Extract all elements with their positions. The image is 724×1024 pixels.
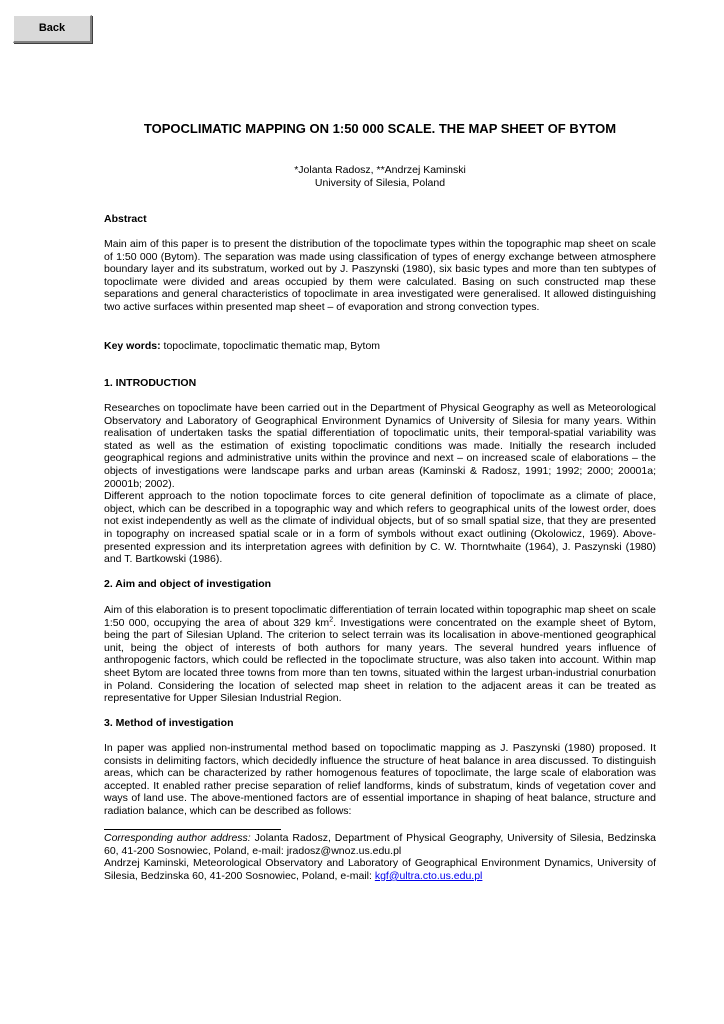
superscript-2: 2: [329, 616, 334, 624]
keywords-text: topoclimate, topoclimatic thematic map, Bytom: [160, 340, 381, 352]
footnote-corr-text: Jolanta Radosz, Department of Physical Geography, University of Silesia, Bedzinska 60, 41-200 Sosnowiec, Poland, e-mail: jradosz@wnoz.us.edu.pl: [104, 832, 656, 857]
footnote-corresponding: [104, 832, 656, 857]
footnote: [104, 829, 656, 882]
aim-text-part-2: . Investigations were concentrated on the example sheet of Bytom, being the part of Silesian Upland. The criterion to select terrain was its localisation in above-mentioned geographical unit, being the object of interests of both authors for many years. The several hundred years influence of anthropogenic factors, which could be reflected in the topoclimate structure, was also taken into account. Within map sheet Bytom are located three towns from more than ten towns, situated within the largest urban-industrial conurbation in Poland. Considering the location of selected map sheet in relation to the adjacent areas it can be treated as representative for Upper Silesian Industrial Region.: [104, 616, 656, 705]
paper-title: TOPOCLIMATIC MAPPING ON 1:50 000 SCALE. THE MAP SHEET OF BYTOM: [143, 121, 617, 136]
author-affiliation: University of Silesia, Poland: [314, 176, 446, 189]
intro-paragraph-1: Researches on topoclimate have been carried out in the Department of Physical Geography as well as Meteorological Observatory and Laboratory of Geographical Environment Dynamics of University of Silesia for many years. Within realisation of undertaken tasks the spatial differentiation of topoclimatic units, their temporal-spatial variability was stated as well as the estimation of existing topoclimatic conditions was made. Initially the research included geographical regions and administrative units within the province and next – on increased scale of elaborations – the objects of investigations were landscape parks and urban areas (Kaminski & Radosz, 1991; 1992; 2000; 20001a; 20001b; 2002).: [104, 402, 656, 490]
footnote-second-author: [104, 857, 656, 882]
section-introduction-heading: 1. INTRODUCTION: [104, 377, 197, 389]
email-link[interactable]: kgf@ultra.cto.us.edu.pl: [374, 869, 483, 882]
abstract-heading: Abstract: [104, 213, 147, 225]
section-aim-heading: 2. Aim and object of investigation: [104, 578, 272, 590]
section-introduction-body: [104, 402, 656, 566]
footnote-corr-label: Corresponding author address:: [104, 832, 251, 844]
footnote-divider: [104, 829, 281, 830]
keywords-label: Key words:: [104, 340, 161, 352]
keywords: [104, 340, 656, 353]
abstract-text: Main aim of this paper is to present the distribution of the topoclimate types within the topographic map sheet on scale of 1:50 000 (Bytom). The separation was made using classification of types of energy exchange between atmosphere boundary layer and its substratum, worked out by J. Paszynski (1980), six basic types and more than ten subtypes of topoclimate were divided and areas occupied by them were calculated. Basing on such constructed map these separations and general characteristics of topoclimate in area investigated were generalised. It allowed distinguishing two active surfaces within presented map sheet – of evaporation and strong convection types.: [104, 238, 656, 313]
method-paragraph: In paper was applied non-instrumental method based on topoclimatic mapping as J. Paszynski (1980) proposed. It consists in delimiting factors, which decidedly influence the structure of heat balance in area discussed. To distinguish areas, which can be characterized by rather homogenous features of topoclimate, the large scale of elaboration was accepted. It enabled rather precise separation of relief landforms, kinds of substratum, kinds of vegetation cover and ways of land use. The above-mentioned factors are of essential importance in shaping of heat balance, structure and radiation balance, which can be described as follows:: [104, 742, 656, 817]
section-method-heading: 3. Method of investigation: [104, 717, 234, 729]
aim-paragraph: [104, 604, 656, 705]
author-names: *Jolanta Radosz, **Andrzej Kaminski: [294, 164, 466, 176]
back-button[interactable]: Back: [13, 15, 92, 43]
aim-text-part-1: Aim of this elaboration is to present topoclimatic differentiation of terrain located within topographic map sheet on scale 1:50 000, occupying the area of about 329 km: [104, 604, 656, 629]
author-block: [104, 164, 656, 189]
intro-paragraph-2: Different approach to the notion topoclimate forces to cite general definition of topoclimate as a climate of place, object, which can be described in a topographic way and which refers to geographical units of the lowest order, does not exist independently as well as the climate of individual objects, but of so small spatial size, that they are presented in topography on increased spatial scale or in a form of symbols without exact outlining (Okolowicz, 1969). Above-presented expression and its interpretation agrees with definition by C. W. Thorntwhaite (1964), J. Paszynski (1980) and T. Bartkowski (1986).: [104, 490, 656, 566]
footnote-second-text: Andrzej Kaminski, Meteorological Observatory and Laboratory of Geographical Environment Dynamics, University of Silesia, Bedzinska 60, 41-200 Sosnowiec, Poland, e-mail:: [104, 857, 656, 882]
